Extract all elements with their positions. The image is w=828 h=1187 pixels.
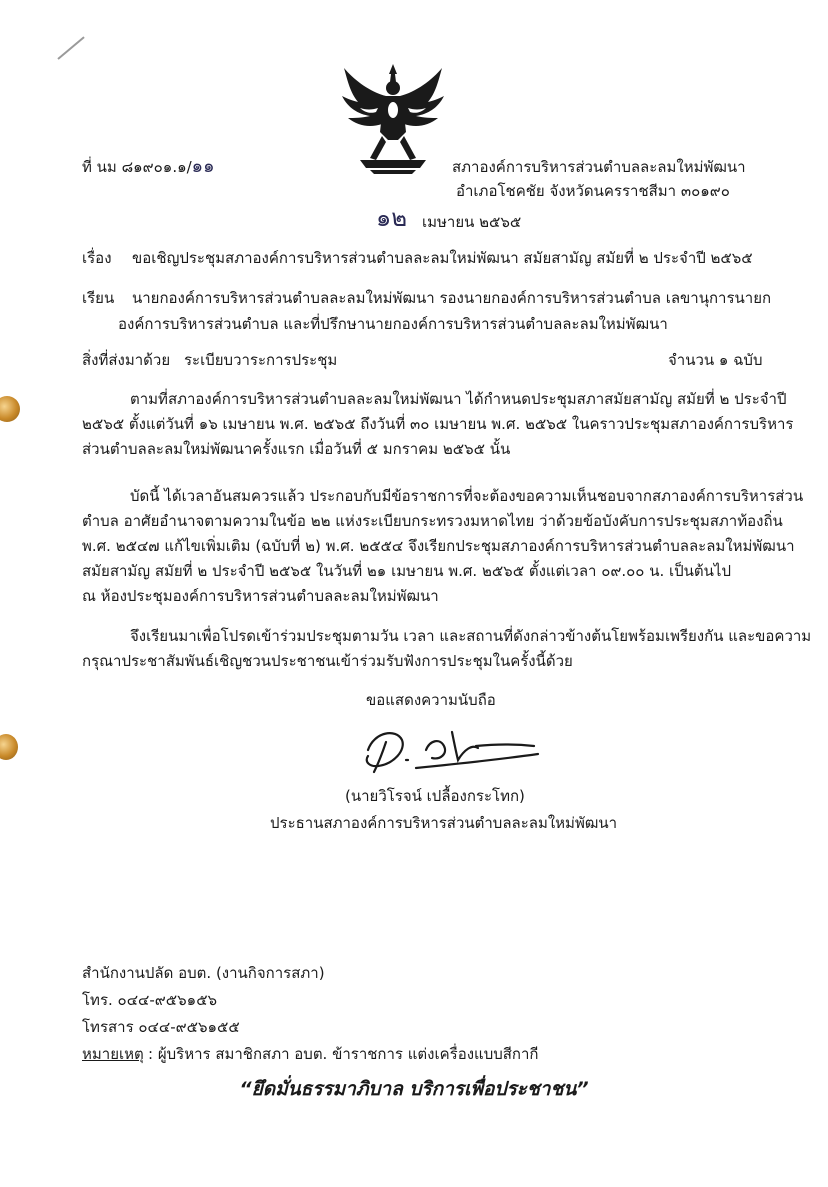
body-p3-line-1: จึงเรียนมาเพื่อโปรดเข้าร่วมประชุมตามวัน เวลา และสถานที่ดังกล่าวข้างต้นโยพร้อมเพรียงกัน และขอความ bbox=[130, 627, 812, 645]
body-p3-line-2: กรุณาประชาสัมพันธ์เชิญชวนประชาชนเข้าร่วมรับฟังการประชุมในครั้งนี้ด้วย bbox=[82, 652, 573, 670]
enclosure-label: สิ่งที่ส่งมาด้วย bbox=[82, 351, 171, 369]
organization-address: อำเภอโชคชัย จังหวัดนครราชสีมา ๓๐๑๙๐ bbox=[456, 182, 730, 200]
enclosure-count: จำนวน ๑ ฉบับ bbox=[668, 351, 763, 369]
footer-fax: โทรสาร ๐๔๔-๙๕๖๑๕๕ bbox=[82, 1018, 240, 1036]
organization-name: สภาองค์การบริหารส่วนตำบลละลมใหม่พัฒนา bbox=[452, 158, 746, 176]
addressee-label: เรียน bbox=[82, 289, 115, 307]
footer-office: สำนักงานปลัด อบต. (งานกิจการสภา) bbox=[82, 964, 325, 982]
signer-title: ประธานสภาองค์การบริหารส่วนตำบลละลมใหม่พัฒนา bbox=[270, 814, 618, 832]
binder-hole-bottom bbox=[0, 734, 18, 760]
body-p1-line-3: ส่วนตำบลละลมใหม่พัฒนาครั้งแรก เมื่อวันที่ ๕ มกราคม ๒๕๖๕ นั้น bbox=[82, 440, 511, 458]
body-p2-line-3: พ.ศ. ๒๕๔๗ แก้ไขเพิ่มเติม (ฉบับที่ ๒) พ.ศ. ๒๕๕๔ จึงเรียกประชุมสภาองค์การบริหารส่วนตำบลละลมใหม่พัฒนา bbox=[82, 537, 795, 555]
garuda-emblem-icon bbox=[340, 62, 446, 174]
footer-note-label: หมายเหตุ bbox=[82, 1045, 144, 1063]
body-p1-line-2: ๒๕๖๕ ตั้งแต่วันที่ ๑๖ เมษายน พ.ศ. ๒๕๖๕ ถึงวันที่ ๓๐ เมษายน พ.ศ. ๒๕๖๕ ในคราวประชุมสภาองค์การบริหาร bbox=[82, 415, 794, 433]
reference-number: ที่ นม ๘๑๙๐๑.๑/๑๑ bbox=[82, 156, 215, 177]
subject-label: เรื่อง bbox=[82, 249, 112, 267]
closing-regards: ขอแสดงความนับถือ bbox=[366, 691, 496, 709]
footer-motto: “ยึดมั่นธรรมาภิบาล บริการเพื่อประชาชน” bbox=[239, 1078, 589, 1100]
body-p1-line-1: ตามที่สภาองค์การบริหารส่วนตำบลละลมใหม่พัฒนา ได้กำหนดประชุมสภาสมัยสามัญ สมัยที่ ๒ ประจำปี bbox=[130, 390, 787, 408]
date-month-year: เมษายน ๒๕๖๕ bbox=[422, 213, 522, 231]
body-p2-line-2: ตำบล อาศัยอำนาจตามความในข้อ ๒๒ แห่งระเบียบกระทรวงมหาดไทย ว่าด้วยข้อบังคับการประชุมสภาท้องถิ่น bbox=[82, 512, 783, 530]
footer-note-text: : ผู้บริหาร สมาชิกสภา อบต. ข้าราชการ แต่งเครื่องแบบสีกากี bbox=[148, 1045, 539, 1063]
addressee-line-2: องค์การบริหารส่วนตำบล และที่ปรึกษานายกองค์การบริหารส่วนตำบลละลมใหม่พัฒนา bbox=[118, 315, 668, 333]
body-p2-line-4: สมัยสามัญ สมัยที่ ๒ ประจำปี ๒๕๖๕ ในวันที่ ๒๑ เมษายน พ.ศ. ๒๕๖๕ ตั้งแต่เวลา ๐๙.๐๐ น. เป็นต้นไป bbox=[82, 562, 731, 580]
reference-number-handwritten: ๑๑ bbox=[191, 156, 215, 177]
date-day-handwritten: ๑๒ bbox=[376, 204, 408, 232]
body-p2-line-5: ณ ห้องประชุมองค์การบริหารส่วนตำบลละลมใหม่พัฒนา bbox=[82, 587, 439, 605]
scratch-mark bbox=[57, 36, 84, 59]
footer-phone: โทร. ๐๔๔-๙๕๖๑๕๖ bbox=[82, 991, 218, 1009]
addressee-line-1: นายกองค์การบริหารส่วนตำบลละลมใหม่พัฒนา รองนายกองค์การบริหารส่วนตำบล เลขานุการนายก bbox=[132, 289, 772, 307]
handwritten-signature bbox=[356, 720, 546, 780]
enclosure-item: ระเบียบวาระการประชุม bbox=[184, 351, 338, 369]
binder-hole-top bbox=[0, 396, 20, 422]
subject-text: ขอเชิญประชุมสภาองค์การบริหารส่วนตำบลละลมใหม่พัฒนา สมัยสามัญ สมัยที่ ๒ ประจำปี ๒๕๖๕ bbox=[132, 249, 753, 267]
body-p2-line-1: บัดนี้ ได้เวลาอันสมควรแล้ว ประกอบกับมีข้อราชการที่จะต้องขอความเห็นชอบจากสภาองค์การบริหารส่วน bbox=[130, 487, 804, 505]
signer-name: (นายวิโรจน์ เปลื้องกระโทก) bbox=[345, 787, 525, 805]
